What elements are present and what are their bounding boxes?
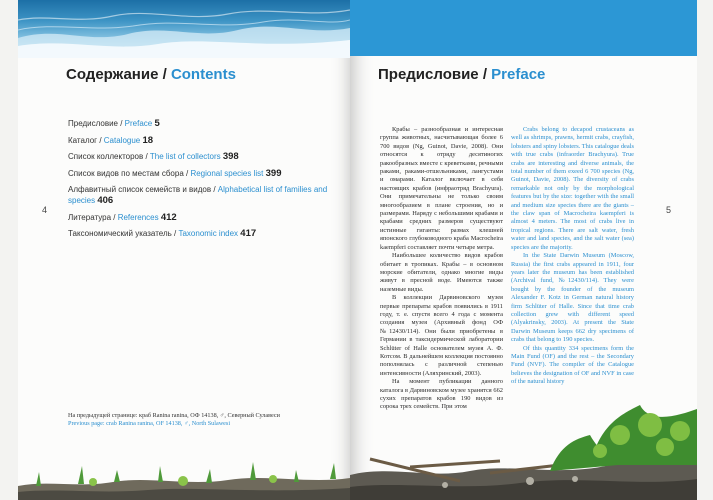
toc-item-collectors[interactable]: Список коллекторов / The list of collectors 398 [68, 151, 239, 162]
paragraph: В коллекции Дарвиновского музея первые препараты крабов появились в 1911 году, т. е. спустя всего 4 года с момента создания музея (Архивный фонд ОФ №12430/114). Они были приобретены в Германии в таксидермической лаборатории Schlüter of Halle основателем музея А. Ф. Котсом. В дальнейшем коллекция постоянно пополнялась с различной степенью интенсивности (Аляхринский, 2003). [380, 294, 503, 377]
page-number-right: 5 [666, 205, 672, 215]
toc-page: 406 [97, 195, 114, 206]
caption-en: Previous page: crab Ranina ranina, OF 14138, ♂, North Sulawesi [68, 420, 231, 427]
toc-item-alphabetical-list[interactable]: Алфавитный список семейств и видов / Alphabetical list of families and species 406 [68, 185, 328, 206]
toc-en: Regional species list [190, 168, 264, 178]
title-ru: Содержание [66, 66, 159, 83]
toc-ru: Список видов по местам сбора [68, 168, 184, 178]
page-title [66, 66, 236, 83]
toc-item-preface[interactable]: Предисловие / Preface 5 [68, 118, 160, 129]
toc-item-taxonomic-index[interactable]: Таксономический указатель / Taxonomic index 417 [68, 228, 257, 239]
toc-page: 398 [222, 151, 239, 162]
page-title [378, 66, 545, 83]
title-separator: / [162, 66, 167, 83]
title-ru: Предисловие [378, 66, 479, 83]
toc-ru: Предисловие [68, 119, 118, 128]
left-page [18, 0, 350, 500]
caption-ru: На предыдущей странице: краб Ranina ranina, ОФ 14138, ♂, Северный Сулавеси [68, 412, 280, 419]
toc-en: Alphabetical list of families and species [68, 185, 328, 205]
toc-ru: Каталог [68, 135, 98, 145]
table-of-contents [68, 118, 343, 245]
paragraph: In the State Darwin Museum (Moscow, Russia) the first crabs appeared in 1911, four years later the museum has been established (Archival fund, №12430/114). They were bought by the founder of the museum Alexander F. Kotz in German natural history firm Schlüter of Halle. Since that time crab collection grew with different speed (Alyakrinsky, 2003). At present the State Darwin Museum keeps 662 dry specimens of crabs that belong to 190 species. [511, 252, 634, 344]
paragraph: Crabs belong to decapod crustaceans as well as shrimps, prawns, hermit crabs, crayfish, lobsters and spiny lobsters. This catalogue deals with true crabs (infraorder Brachyura). True crabs are interesting and diverse animals, the total number of them exeed 6 700 species (Ng, Guinot, Davie, 2008). The diversity of crabs remarkable not only by the morphological features but by the size: together with the small and medium size species there are the giants – the claw span of Macrocheira kaempferi is almost 4 meters. The most of crabs live in tropical regions. There are salt water, fresh water and land species, and the salt water (sea) species are the majority. [511, 126, 634, 251]
title-separator: / [482, 66, 487, 83]
preface-text-en [511, 126, 634, 387]
title-en: Preface [491, 66, 546, 83]
toc-page: 18 [142, 134, 154, 146]
toc-item-references[interactable]: Литература / References 412 [68, 211, 177, 223]
toc-ru: Алфавитный список семейств и видов [68, 185, 212, 194]
paragraph: Наибольшее количество видов крабов обитает в тропиках. Крабы – в основном морские обитатели, однако многие виды живут в пресной воде. Имеются также наземные виды. [380, 252, 503, 293]
wave-illustration [18, 0, 350, 58]
ocean-wave-photo [18, 0, 350, 58]
toc-en: Catalogue [103, 135, 141, 145]
toc-ru: Список коллекторов [68, 152, 144, 161]
photo-caption [68, 412, 348, 428]
toc-page: 399 [265, 167, 282, 179]
toc-ru: Таксономический указатель [68, 229, 172, 238]
toc-item-regional-list[interactable]: Список видов по местам сбора / Regional species list 399 [68, 167, 282, 179]
paragraph: Of this quantity 334 specimens form the Main Fund (OF) and the rest – the Secondary Fund (NVF). The compiler of the Catalogue believes the designation of OF and NVF in case of the natural history [511, 344, 634, 386]
toc-en: The list of collectors [149, 152, 221, 161]
title-en: Contents [170, 66, 236, 83]
toc-en: References [117, 212, 159, 222]
toc-page: 5 [154, 118, 160, 129]
toc-page: 417 [240, 228, 257, 239]
shore-illustration-left [18, 452, 350, 500]
toc-en: Preface [124, 119, 153, 128]
toc-page: 412 [160, 211, 177, 223]
toc-ru: Литература [68, 212, 112, 222]
page-number-left: 4 [42, 205, 48, 215]
paragraph: Крабы – разнообразная и интересная группа животных, насчитывающая более 6 700 видов (Ng, Guinot, Davie, 2008). Они относятся к отряду десятиногих ракообразных вместе с креветками, речными раками, раками-отшельниками, лангустами и омарами. Каталог включает в себя настоящих крабов (инфраотряд Brachyura). Они примечательны не только своим многообразием в плане строения, но и размерами. Наряду с небольшими крабами и крабами средних размеров существуют истинные гиганты: размах клешней японского глубоководного краба Macrocheira kaempferi составляет почти четыре метра. [380, 126, 503, 251]
preface-text-ru [380, 126, 503, 412]
header-color-bar [350, 0, 697, 56]
paragraph: На момент публикации данного каталога в Дарвиновском музее хранятся 662 сухих препаратов крабов 190 видов из сорока трех семейств. При этом [380, 378, 503, 411]
toc-en: Taxonomic index [178, 229, 239, 238]
toc-item-catalogue[interactable]: Каталог / Catalogue 18 [68, 134, 154, 146]
